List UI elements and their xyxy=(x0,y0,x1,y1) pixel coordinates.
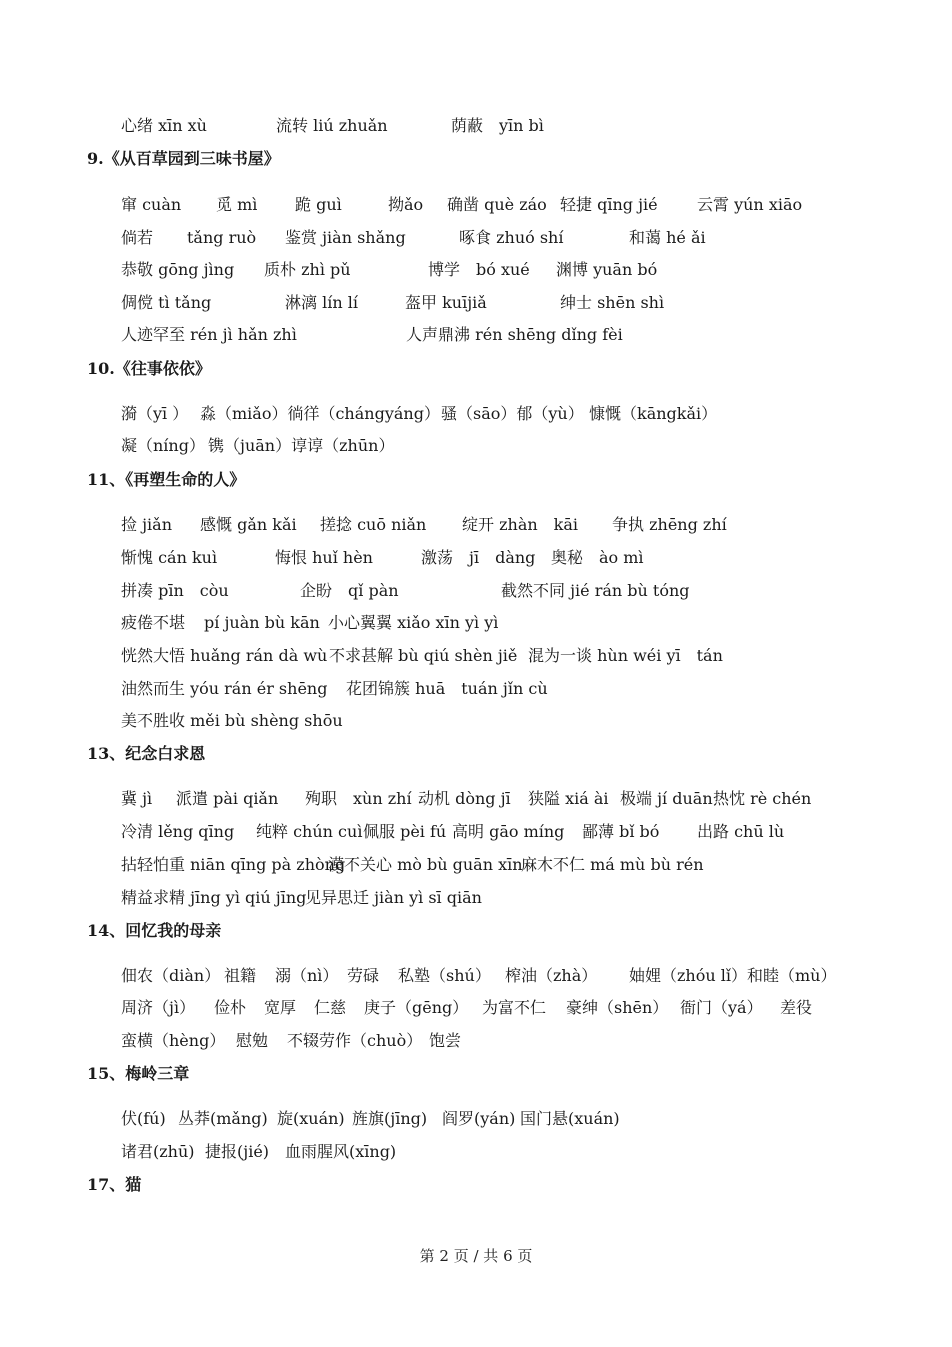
vocab-item: 麻木不仁 má mù bù rén xyxy=(521,855,704,874)
vocab-item: 倘若 xyxy=(121,228,154,247)
vocab-item: 流转 liú zhuǎn xyxy=(276,116,388,135)
section-heading: 15、梅岭三章 xyxy=(87,1064,190,1083)
vocab-item: 鉴赏 jiàn shǎng xyxy=(285,228,406,247)
vocab-item: 觅 mì xyxy=(216,195,258,214)
vocab-item: 派遣 pài qiǎn xyxy=(176,789,279,808)
vocab-item: 盔甲 kuījiǎ xyxy=(405,293,487,312)
vocab-item: 丛莽(mǎng) xyxy=(178,1109,268,1128)
vocab-item: 差役 xyxy=(780,998,813,1017)
vocab-item: 美不胜收 měi bù shèng shōu xyxy=(121,711,343,730)
vocab-item: 渊博 yuān bó xyxy=(556,260,658,279)
vocab-item: 极端 jí duān xyxy=(620,789,713,808)
vocab-item: 漪（yī ） xyxy=(121,404,189,423)
vocab-item: 搓捻 cuō niǎn xyxy=(320,515,427,534)
vocab-item: 荫蔽 yīn bì xyxy=(451,116,544,135)
section-heading: 11、《再塑生命的人》 xyxy=(87,470,246,489)
vocab-item: 悔恨 huǐ hèn xyxy=(275,548,373,567)
vocab-item: 出路 chū lù xyxy=(697,822,785,841)
vocab-item: 国门悬(xuán) xyxy=(520,1109,620,1128)
vocab-item: 佩服 pèi fú xyxy=(363,822,447,841)
vocab-item: 冀 jì xyxy=(121,789,153,808)
vocab-item: 淋漓 lín lí xyxy=(285,293,358,312)
vocab-item: 劳碌 xyxy=(347,966,380,985)
vocab-item: 周济（jì） xyxy=(121,998,196,1017)
vocab-item: 热忱 rè chén xyxy=(713,789,812,808)
vocab-item: 高明 gāo míng xyxy=(452,822,565,841)
vocab-item: 溺（nì） xyxy=(275,966,339,985)
vocab-item: 窜 cuàn xyxy=(121,195,182,214)
vocab-item: 混为一谈 hùn wéi yī tán xyxy=(528,646,723,665)
vocab-item: 捷报(jié) xyxy=(205,1142,270,1161)
vocab-item: 拈轻怕重 niān qīng pà zhòng xyxy=(121,855,346,874)
section-heading: 9.《从百草园到三味书屋》 xyxy=(87,149,280,168)
vocab-item: 鄙薄 bǐ bó xyxy=(582,822,660,841)
vocab-item: 企盼 qǐ pàn xyxy=(300,581,399,600)
vocab-item: 漠不关心 mò bù guān xīn xyxy=(328,855,523,874)
vocab-item: 确凿 què záo xyxy=(447,195,547,214)
vocab-item: 截然不同 jié rán bù tóng xyxy=(501,581,690,600)
vocab-item: 诸君(zhū) xyxy=(121,1142,195,1161)
vocab-item: 蛮横（hèng） xyxy=(121,1031,226,1050)
vocab-item: 跪 guì xyxy=(295,195,342,214)
vocab-item: 凝（níng） xyxy=(121,436,205,455)
vocab-item: 和蔼 hé ǎi xyxy=(629,228,706,247)
section-heading: 17、猫 xyxy=(87,1175,142,1194)
vocab-item: 宽厚 xyxy=(264,998,297,1017)
vocab-item: 疲倦不堪 xyxy=(121,613,186,632)
vocab-item: 佃农（diàn） xyxy=(121,966,221,985)
vocab-item: 淼（miǎo）徜徉（chángyáng） xyxy=(200,404,440,423)
vocab-item: 惭愧 cán kuì xyxy=(121,548,218,567)
vocab-item: 妯娌（zhóu lǐ）和睦（mù） xyxy=(629,966,837,985)
vocab-item: 衙门（yá） xyxy=(680,998,763,1017)
vocab-item: 云霄 yún xiāo xyxy=(697,195,803,214)
vocab-item: 绅士 shēn shì xyxy=(560,293,665,312)
vocab-item: 仁慈 xyxy=(314,998,347,1017)
vocab-item: 捡 jiǎn xyxy=(121,515,173,534)
vocab-item: 绽开 zhàn kāi xyxy=(462,515,579,534)
vocab-item: 质朴 zhì pǔ xyxy=(264,260,351,279)
vocab-item: 血雨腥风(xīng) xyxy=(285,1142,397,1161)
vocab-item: 私塾（shú） xyxy=(398,966,491,985)
vocab-item: 饱尝 xyxy=(429,1031,462,1050)
vocab-item: 感慨 gǎn kǎi xyxy=(200,515,297,534)
vocab-item: 恭敬 gōng jìng xyxy=(121,260,235,279)
vocab-item: 骚（sāo）郁（yù） xyxy=(441,404,584,423)
vocab-item: 奥秘 ào mì xyxy=(551,548,644,567)
vocab-item: 榨油（zhà） xyxy=(505,966,598,985)
vocab-item: 精益求精 jīng yì qiú jīng xyxy=(121,888,307,907)
vocab-item: 激荡 jī dàng xyxy=(421,548,536,567)
vocab-item: 狭隘 xiá ài xyxy=(528,789,609,808)
vocab-item: 豪绅（shēn） xyxy=(566,998,669,1017)
vocab-item: 为富不仁 xyxy=(482,998,547,1017)
vocab-item: 旋(xuán) xyxy=(277,1109,345,1128)
vocab-item: 祖籍 xyxy=(224,966,257,985)
vocab-item: 人声鼎沸 rén shēng dǐng fèi xyxy=(406,325,623,344)
vocab-item: 人迹罕至 rén jì hǎn zhì xyxy=(121,325,297,344)
vocab-item: pí juàn bù kān xyxy=(204,613,320,632)
section-heading: 13、纪念白求恩 xyxy=(87,744,206,763)
vocab-item: 恍然大悟 huǎng rán dà wù xyxy=(121,646,328,665)
vocab-item: 见异思迁 jiàn yì sī qiān xyxy=(305,888,482,907)
section-heading: 14、回忆我的母亲 xyxy=(87,921,222,940)
vocab-item: 争执 zhēng zhí xyxy=(612,515,727,534)
vocab-item: 小心翼翼 xiǎo xīn yì yì xyxy=(328,613,499,632)
vocab-item: 不求甚解 bù qiú shèn jiě xyxy=(329,646,518,665)
vocab-item: 慰勉 xyxy=(236,1031,269,1050)
page-footer: 第 2 页 / 共 6 页 xyxy=(419,1247,533,1265)
vocab-item: 俭朴 xyxy=(214,998,247,1017)
vocab-item: 不辍劳作（chuò） xyxy=(287,1031,423,1050)
vocab-item: 伏(fú) xyxy=(121,1109,166,1128)
vocab-item: 冷清 lěng qīng xyxy=(121,822,235,841)
vocab-item: 庚子（gēng） xyxy=(364,998,469,1017)
vocab-item: 心绪 xīn xù xyxy=(121,116,207,135)
vocab-item: 拗ǎo xyxy=(388,195,424,214)
vocab-item: 动机 dòng jī xyxy=(418,789,511,808)
vocab-item: 啄食 zhuó shí xyxy=(459,228,564,247)
vocab-item: 纯粹 chún cuì xyxy=(256,822,363,841)
vocab-item: 旌旗(jīng) xyxy=(352,1109,428,1128)
vocab-item: 拼凑 pīn còu xyxy=(121,581,229,600)
section-heading: 10.《往事依依》 xyxy=(87,359,211,378)
vocab-item: 倜傥 tì tǎng xyxy=(121,293,212,312)
vocab-item: 殉职 xùn zhí xyxy=(305,789,412,808)
vocab-item: 镌（juān）谆谆（zhūn） xyxy=(208,436,395,455)
vocab-item: 博学 bó xué xyxy=(428,260,530,279)
vocab-item: 轻捷 qīng jié xyxy=(560,195,658,214)
vocab-item: tǎng ruò xyxy=(187,228,257,247)
vocab-item: 阎罗(yán) xyxy=(442,1109,516,1128)
vocab-item: 油然而生 yóu rán ér shēng xyxy=(121,679,328,698)
vocab-item: 花团锦簇 huā tuán jǐn cù xyxy=(346,679,548,698)
vocab-item: 慷慨（kāngkǎi） xyxy=(589,404,718,423)
